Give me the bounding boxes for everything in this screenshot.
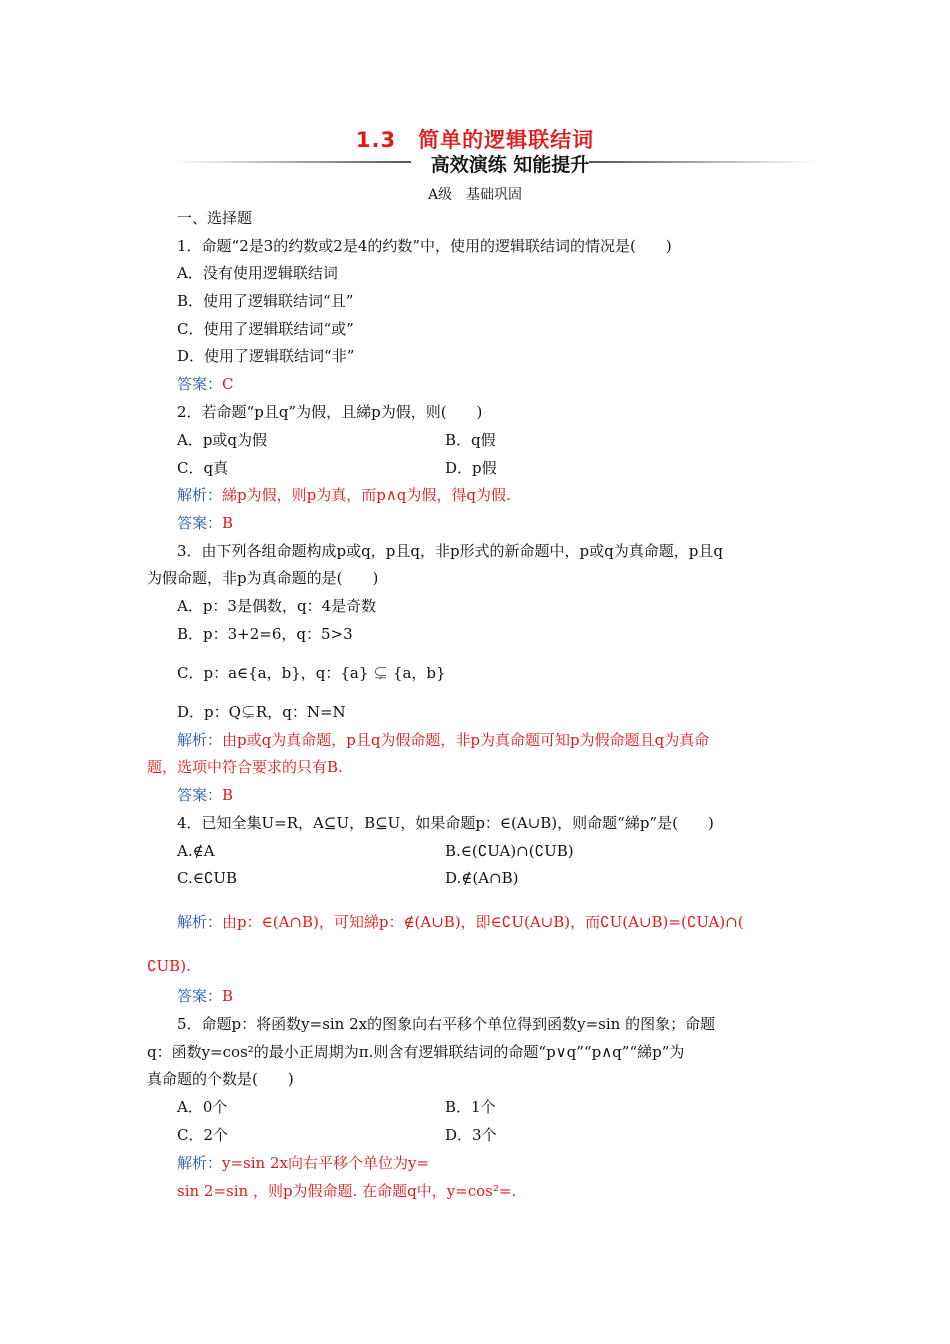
q5-option-a: A．0个 bbox=[177, 1098, 228, 1116]
q3-option-d: D．p：Q⊊R，q：N=N bbox=[177, 703, 346, 721]
q4-analysis-line1 bbox=[177, 912, 744, 932]
q2-option-b: B．q假 bbox=[445, 431, 496, 449]
answer-value: C bbox=[222, 375, 234, 393]
q1-option-b: B．使用了逻辑联结词“且” bbox=[177, 292, 354, 310]
q3-stem-line1: 3．由下列各组命题构成p或q，p且q，非p形式的新命题中，p或q为真命题，p且q bbox=[177, 542, 723, 560]
q2-option-d: D．p假 bbox=[445, 459, 497, 477]
answer-value: B bbox=[222, 987, 234, 1005]
q5-option-c: C．2个 bbox=[177, 1126, 229, 1144]
answer-label: 答案： bbox=[177, 786, 223, 804]
q3-option-b: B．p：3+2=6，q：5>3 bbox=[177, 625, 353, 643]
analysis-text: y=sin 2x向右平移个单位为y= bbox=[222, 1154, 430, 1172]
q1-option-a: A．没有使用逻辑联结词 bbox=[177, 264, 338, 282]
q5-analysis-line2: sin 2=sin ，则p为假命题. 在命题q中，y=cos²=. bbox=[177, 1182, 517, 1200]
q2-answer bbox=[177, 513, 233, 533]
q3-stem-line2: 为假命题，非p为真命题的是( ) bbox=[147, 569, 379, 587]
q2-option-c: C．q真 bbox=[177, 459, 229, 477]
q1-option-d: D．使用了逻辑联结词“非” bbox=[177, 347, 355, 365]
q5-stem-line2: q：函数y=cos²的最小正周期为π.则含有逻辑联结词的命题“p∨q”“p∧q”“綈p”为 bbox=[147, 1043, 685, 1061]
q5-option-b: B．1个 bbox=[445, 1098, 496, 1116]
banner-text: 高效演练 知能提升 bbox=[430, 154, 590, 176]
banner-rule-right bbox=[589, 161, 815, 163]
q5-option-d: D．3个 bbox=[445, 1126, 497, 1144]
analysis-text: 綈p为假，则p为真，而p∧q为假，得q为假. bbox=[222, 486, 511, 504]
q4-stem: 4．已知全集U=R，A⊆U，B⊆U，如果命题p：∈(A∪B)，则命题“綈p”是( ) bbox=[177, 814, 714, 832]
q2-option-a: A．p或q为假 bbox=[177, 431, 268, 449]
answer-label: 答案： bbox=[177, 375, 223, 393]
q4-option-b: B.∈(∁UA)∩(∁UB) bbox=[445, 842, 574, 860]
q2-stem: 2．若命题“p且q”为假，且綈p为假，则( ) bbox=[177, 403, 483, 421]
analysis-label: 解析： bbox=[177, 731, 223, 749]
banner-rule-left bbox=[175, 161, 411, 163]
q3-analysis-line1 bbox=[177, 730, 709, 750]
q4-option-c: C.∈∁UB bbox=[177, 869, 238, 887]
analysis-label: 解析： bbox=[177, 486, 223, 504]
answer-value: B bbox=[222, 786, 234, 804]
analysis-label: 解析： bbox=[177, 1154, 223, 1172]
q1-stem: 1．命题“2是3的约数或2是4的约数”中，使用的逻辑联结词的情况是( ) bbox=[177, 237, 672, 255]
q1-option-c: C．使用了逻辑联结词“或” bbox=[177, 320, 354, 338]
answer-value: B bbox=[222, 514, 234, 532]
q4-analysis-line2: ∁UB). bbox=[147, 957, 191, 975]
q1-answer bbox=[177, 374, 234, 394]
answer-label: 答案： bbox=[177, 514, 223, 532]
q5-stem-line3: 真命题的个数是( ) bbox=[147, 1070, 294, 1088]
q5-analysis-line1 bbox=[177, 1153, 429, 1173]
analysis-text: 由p或q为真命题，p且q为假命题，非p为真命题可知p为假命题且q为真命 bbox=[222, 731, 710, 749]
q3-answer bbox=[177, 785, 233, 805]
q4-option-d: D.∉(A∩B) bbox=[445, 869, 519, 887]
section-heading: 一、选择题 bbox=[177, 209, 253, 227]
analysis-text: 由p：∈(A∩B)，可知綈p：∉(A∪B)，即∈∁U(A∪B)，而∁U(A∪B)=(∁UA)∩( bbox=[222, 913, 744, 931]
q4-option-a: A.∉A bbox=[177, 842, 215, 860]
page-title: 1.3 简单的逻辑联结词 bbox=[355, 128, 595, 152]
q5-stem-line1: 5．命题p：将函数y=sin 2x的图象向右平移个单位得到函数y=sin 的图象；命题 bbox=[177, 1015, 716, 1033]
answer-label: 答案： bbox=[177, 987, 223, 1005]
q3-option-a: A．p：3是偶数，q：4是奇数 bbox=[177, 597, 377, 615]
level-heading: A级 基础巩固 bbox=[427, 187, 523, 203]
banner bbox=[175, 150, 815, 174]
q2-analysis bbox=[177, 485, 511, 505]
analysis-label: 解析： bbox=[177, 913, 223, 931]
q4-answer bbox=[177, 986, 233, 1006]
q3-option-c: C．p：a∈{a，b}，q：{a} ⊊ {a，b} bbox=[177, 664, 446, 682]
q3-analysis-line2: 题，选项中符合要求的只有B. bbox=[147, 758, 343, 776]
